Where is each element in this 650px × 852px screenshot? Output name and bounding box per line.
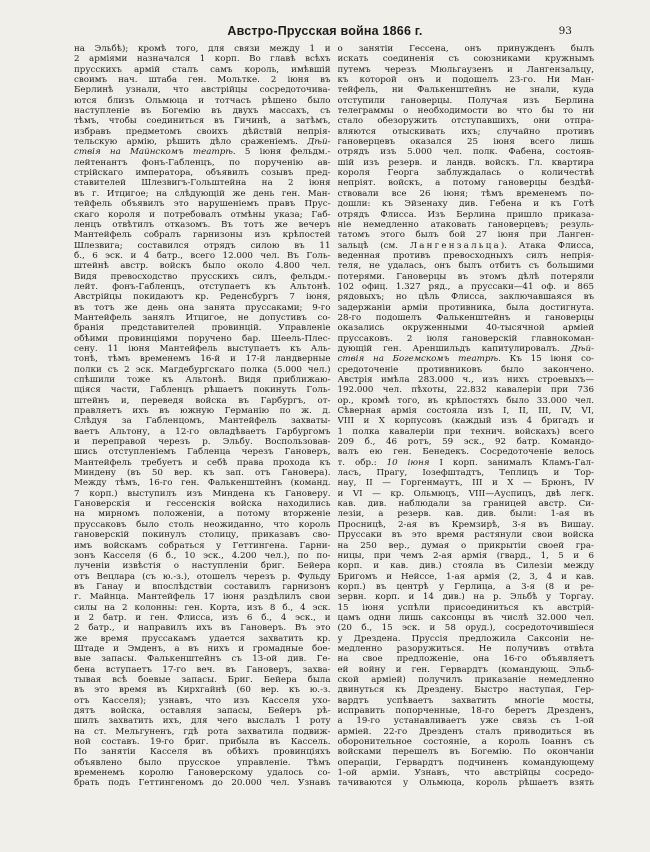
text-line: зальцѣ (см. Лангензальца). Атака Флисса, — [337, 240, 594, 251]
text-line: стало обезоружить отступавшихъ, они отпра- — [337, 116, 594, 127]
text-line: отрядъ Флисса. Изъ Берлина пришло приказа- — [337, 209, 594, 220]
text-line: короля Георга заблуждалась о количествѣ — [337, 168, 594, 179]
text-line: спѣшили тоже къ Альтонѣ. Видя приближаю- — [74, 375, 331, 385]
text-line: потерями. Гановерцы въ этомъ дѣлѣ потеряли — [337, 271, 594, 282]
text-line: войсками перешелъ въ Богемію. По окончаніи — [337, 747, 594, 758]
text-line: Мантейфель занялъ Итцигое, не допустивъ со- — [74, 312, 331, 323]
text-line: Видя превосходство прусскихъ силъ, фельдм.- — [74, 271, 331, 282]
text-line: тачиваются у Ольмюца, король рѣшаетъ взять — [337, 778, 594, 789]
text-line: ной составъ. 19-го бриг. прибыла въ Кассель. — [74, 737, 331, 748]
text-line: вляются отыскивать ихъ; случайно противъ — [337, 126, 594, 137]
text-line: пруссаковъ было столь неожиданно, что король — [74, 519, 331, 530]
text-line: 192.000 чел. пѣхоты, 22.832 кавалеріи при 736 — [337, 385, 594, 396]
text-line: т. обр.: 10 іюня I корп. занималъ Кламъ-Гал- — [337, 457, 594, 468]
text-line: шій изъ резерв. и ландв. войскъ. Гл. квартира — [337, 157, 594, 168]
text-line: и 2 батр. и ген. Флисса, изъ 6 б., 4 эск., и — [74, 612, 331, 623]
text-line: брать подъ Геттингеномъ до 20.000 чел. Узнавъ — [74, 778, 331, 789]
right-column — [338, 44, 595, 789]
text-line: бена вступаетъ 17-го веч. въ Гановеръ, захва- — [74, 664, 331, 675]
text-line: (20 б., 15 эск. и 58 оруд.), сосредоточившіеся — [337, 623, 594, 634]
text-line: отрядъ изъ 5.000 чел. полк. Фабена, состояв- — [337, 147, 594, 158]
text-line: полки съ 2 эск. Магдебургскаго полка (5.000 чел.) — [74, 364, 331, 375]
text-line: дующій ген. Ареншильдъ капитулировалъ. Дѣй- — [337, 343, 594, 354]
text-line: Гановерскія и гессенскія войска находились — [74, 499, 331, 510]
text-line: ей войну и ген. Гервардтъ (командующ. Эльб- — [337, 664, 594, 675]
text-line: на мирномъ положеніи, а потому вторженіе — [74, 509, 331, 520]
text-line: Миндену (въ 50 вер. къ зап. отъ Гановера). — [74, 468, 331, 479]
text-line: ствія на Майнскомъ театрѣ. 5 іюня фельдм.- — [74, 147, 331, 158]
text-line: зонъ Касселя (6 б., 10 эск., 4.200 чел.), по по- — [74, 550, 331, 561]
text-line: Пруссаки въ это время растянули свои войска — [337, 530, 594, 541]
text-line: ствія на Богемскомъ театрѣ. Къ 15 іюня со- — [337, 354, 594, 365]
text-line: медленно разоружиться. Не получивъ отвѣта — [337, 643, 594, 654]
text-line: Просницѣ, 2-ая въ Кремзирѣ, 3-я въ Вишау. — [337, 519, 594, 530]
text-line: Штаде и Эмденъ, а въ нихъ и громадные бое- — [74, 643, 331, 654]
text-line: пруссаковъ. 2 іюля гановерскій главнокоман- — [337, 333, 594, 344]
text-line: тывая всѣ боевые запасы. Бриг. Бейера была — [74, 674, 331, 685]
text-line: дятъ войска, оставляя запасы, Бейеръ рѣ- — [74, 706, 331, 716]
text-body — [74, 44, 594, 789]
running-head — [0, 24, 650, 40]
page-number: 93 — [558, 25, 572, 37]
text-line: б., 6 эск. и 4 батр., всего 12.000 чел. Въ Голь- — [74, 250, 331, 261]
text-line: вые запасы. Фалькенштейнъ съ 13-ой див. Ге- — [74, 654, 331, 665]
text-line: оказались окруженными 40-тысячной арміей — [337, 323, 594, 334]
text-line: лейт. фонъ-Габленцъ, отступаетъ къ Альтонѣ. — [74, 281, 331, 292]
text-line: арміей. 22-го Дрезденъ сталъ приводиться въ — [337, 726, 594, 737]
text-line: По занятіи Касселя въ обѣихъ провинціяхъ — [74, 747, 331, 758]
text-line: Между тѣмъ, 16-го ген. Фалькенштейнъ (команд. — [74, 478, 331, 489]
text-line: ствовали все 26 іюня; тѣмъ временемъ по- — [337, 188, 594, 199]
text-line: ленцъ отвѣтилъ отказомъ. Въ тотъ же вечеръ — [74, 219, 331, 230]
text-line: 2 арміями назначался 1 корп. Во главѣ всѣхъ — [74, 54, 331, 65]
text-line: въ Ганау и впослѣдствіи составилъ гарнизонъ — [74, 581, 331, 592]
text-line: валъ ею ген. Бенедекъ. Сосредоточеніе велось — [337, 447, 594, 458]
text-line: Мантейфель требуетъ и себѣ права прохода къ — [74, 457, 331, 468]
text-line: на свое предложеніе, она 16-го объявляетъ — [337, 654, 594, 665]
text-line: ор., кромѣ того, въ крѣпостяхъ было 33.000 чел. — [337, 395, 594, 406]
text-line: имъ войскамъ собраться у Геттингена. Гарни- — [74, 540, 331, 551]
text-line: двинуться къ Дрездену. Быстро наступая, Гер- — [337, 685, 594, 696]
text-line: силы на 2 колонны: ген. Корта, изъ 8 б., 4 эск. — [74, 602, 331, 613]
text-line: VIII и X корпусовъ (каждый изъ 4 бригадъ и — [337, 416, 594, 427]
text-line: исправить попорченные, 18-го беретъ Дрезденъ, — [337, 706, 594, 716]
text-line: рядовыхъ; но цѣль Флисса, заключавшаяся въ — [337, 292, 594, 303]
text-line: ваетъ Альтону, а 12-го овладѣваетъ Гарбургомъ — [74, 426, 331, 437]
text-line: на ст. Мельгуненъ, гдѣ рота захватила подвиж- — [74, 726, 331, 737]
text-line: шилъ захватить ихъ, для чего выслалъ 1 роту — [74, 716, 331, 727]
text-line: своимъ нач. штаба ген. Мольтке. 2 іюня въ — [74, 75, 331, 86]
text-line: цамъ одни лишь саксонцы въ числѣ 32.000 чел. — [337, 612, 594, 623]
text-line: правляетъ ихъ въ южную Германію по ж. д. — [74, 406, 331, 417]
text-line: о занятіи Гессена, онъ принужденъ былъ — [337, 44, 594, 54]
text-line: въ тотъ же день она занята пруссаками; 9-го — [74, 302, 331, 313]
text-line: въ г. Итцигое; на слѣдующій же день ген. Ман- — [74, 188, 331, 199]
text-line: наступленіе въ Богемію въ двухъ массахъ, съ — [74, 106, 331, 117]
text-line: Мантейфель собралъ гарнизоны изъ крѣпостей — [74, 230, 331, 241]
text-line: вардтъ успѣваетъ захватить многіе мосты, — [337, 695, 594, 706]
text-line: ніе немедленно атаковать гановерцевъ; резуль- — [337, 219, 594, 230]
text-line: отъ Вецлара (съ ю.-з.), отошелъ черезъ р. Фульду — [74, 571, 331, 582]
text-line: стрійскаго императора, объявилъ созывъ пред- — [74, 168, 331, 179]
text-line: гановерскій покинулъ столицу, приказавъ сво- — [74, 530, 331, 541]
text-line: и переправой черезъ р. Эльбу. Воспользовав- — [74, 437, 331, 448]
text-line: объявлено было прусское управленіе. Тѣмъ — [74, 757, 331, 768]
text-line: Сѣверная армія состояла изъ I, II, III, IV, VI, — [337, 406, 594, 417]
text-line: Австрія имѣла 283.000 ч., изъ нихъ строевыхъ— — [337, 375, 594, 385]
text-line: 15 іюня успѣли присоединиться къ австрій- — [337, 602, 594, 613]
text-line: искать соединенія съ союзниками кружнымъ — [337, 54, 594, 65]
text-line: 7 корп.) выступилъ изъ Миндена къ Гановеру. — [74, 488, 331, 499]
text-line: ласъ, Прагу, Іозефштадтъ, Теплицъ и Тор- — [337, 468, 594, 479]
text-line: 209 б., 46 ротъ, 59 эск., 92 батр. Командо- — [337, 437, 594, 448]
text-line: Шлезвига; составился отрядъ силою въ 11 — [74, 240, 331, 251]
text-line: непріят. войскъ, а потому гановерцы бездѣй- — [337, 178, 594, 189]
left-column — [74, 44, 331, 789]
text-line: на Эльбѣ); кромѣ того, для связи между 1 и — [74, 44, 331, 54]
text-line: 28-го подошелъ Фалькенштейнъ и гановерцы — [337, 312, 594, 323]
text-line: на 250 вер., думая о прикрытіи своей гра- — [337, 540, 594, 551]
text-line: кав. див. наблюдали за границей австр. Си- — [337, 499, 594, 510]
text-line: лейтенантъ фонъ-Габленцъ, по порученію ав- — [74, 157, 331, 168]
text-line: теля, не удалась, онъ былъ отбитъ съ большими — [337, 261, 594, 272]
text-line: штейнѣ австр. войскъ было около 4.800 чел. — [74, 261, 331, 272]
text-line: г. Майнца. Мантейфель 17 іюня раздѣлилъ свои — [74, 592, 331, 603]
text-line: а 19-го устанавливаетъ уже связь съ 1-ой — [337, 716, 594, 727]
text-line: прусскихъ армій сталъ самъ король, имѣвшій — [74, 64, 331, 75]
text-line: у Дрездена. Пруссія предложила Саксоніи не- — [337, 633, 594, 644]
page-title: Австро-Прусская война 1866 г. — [227, 24, 423, 38]
text-line: Слѣдуя за Габленцомъ, Мантейфель захваты- — [74, 416, 331, 427]
text-line: 1 полка кавалеріи при технич. войскахъ) всего — [337, 426, 594, 437]
text-line: Бригомъ и Нейссе, 1-ая армія (2, 3, 4 и кав. — [337, 571, 594, 582]
text-line: ской арміей) получилъ приказаніе немедленно — [337, 674, 594, 685]
text-line: шись отступленіемъ Габленца черезъ Гановеръ, — [74, 447, 331, 458]
text-line: нау, II — Горгенмаутъ, III и X — Брюнъ, IV — [337, 478, 594, 489]
text-line: дошли: къ Эйзенаху див. Гебена и къ Готѣ — [337, 199, 594, 210]
text-line: корп.) въ центрѣ у Герлица, а 3-я (8 и ре- — [337, 581, 594, 592]
text-line: въ это время въ Кирхгайнѣ (60 вер. къ ю.-з. — [74, 685, 331, 696]
text-line: веденная противъ превосходныхъ силъ непрія- — [337, 250, 594, 261]
text-line: 1-ой арміи. Узнавъ, что австрійцы сосредо- — [337, 768, 594, 779]
text-line: тонѣ, тѣмъ временемъ 16-й и 17-й ландверные — [74, 354, 331, 365]
text-line: тѣмъ, чтобы соединиться въ Гичинѣ, а затѣмъ, — [74, 116, 331, 127]
text-line: скаго короля и потребовалъ отмѣны указа; Габ- — [74, 209, 331, 220]
text-line: путемъ черезъ Мюльгаузенъ и Лангензальцу, — [337, 64, 594, 75]
text-line: лезіи, а резерв. кав. див. были: 1-ая въ — [337, 509, 594, 520]
text-line: сену. 11 іюня Мантейфель выступаетъ къ Аль- — [74, 343, 331, 354]
text-line: 102 офиц. 1.327 ряд., а пруссаки—41 оф. и 865 — [337, 281, 594, 292]
text-line: къ которой онъ и подошелъ 23-го. Ни Ман- — [337, 75, 594, 86]
text-line: бранія представителей провинцій. Управленіе — [74, 323, 331, 334]
text-line: 2 батр., и направилъ ихъ въ Гановеръ. Въ это — [74, 623, 331, 634]
text-line: обѣими провинціями поручено бар. Шеель-Плес- — [74, 333, 331, 344]
text-line: тельскую армію, рѣшить дѣло сраженіемъ. Дѣй- — [74, 137, 331, 148]
text-line: лученіи извѣстія о наступленіи бриг. Бейера — [74, 561, 331, 572]
text-line: и VI — кр. Ольмюцъ, VIII—Ауспицъ, двѣ легк. — [337, 488, 594, 499]
text-line: оборонительное состояніе, а король Іоаннъ съ — [337, 737, 594, 748]
text-line: ставителей Шлезвигъ-Гольштейна на 2 іюня — [74, 178, 331, 189]
text-line: отъ Касселя); узнавъ, что изъ Касселя ухо- — [74, 695, 331, 706]
text-line: ются близъ Ольмюца и тотчасъ рѣшено было — [74, 95, 331, 106]
text-line: корп. и кав. див.) стояла въ Силезіи между — [337, 561, 594, 572]
text-line: зервн. корп. и 14 див.) на р. Эльбѣ у Торгау. — [337, 592, 594, 603]
text-line: операціи, Гервардтъ подчиненъ командующему — [337, 757, 594, 768]
text-line: Австрійцы покидаютъ кр. Реденсбургъ 7 іюня, — [74, 292, 331, 303]
text-line: средоточеніе противниковъ было закончено. — [337, 364, 594, 375]
text-line: отступили гановерцы. Получая изъ Берлина — [337, 95, 594, 106]
text-line: Берлинѣ узнали, что австрійцы сосредоточива- — [74, 85, 331, 96]
text-line: избравъ предметомъ своихъ дѣйствій непрія- — [74, 126, 331, 137]
text-line: ницы, при чемъ 2-ая армія (гвард., 1, 5 и 6 — [337, 550, 594, 561]
text-line: тейфель, ни Фалькенштейнъ не знали, куда — [337, 85, 594, 96]
text-line: татомъ этого былъ бой 27 іюня при Ланген- — [337, 230, 594, 241]
text-line: штейнъ и, переведя войска въ Гарбургъ, от- — [74, 395, 331, 406]
text-line: гановерцевъ оказался 25 іюня всего лишь — [337, 137, 594, 148]
text-line: задержаніи арміи противника, была достигнута. — [337, 302, 594, 313]
text-line: щіяся части, Габленцъ рѣшаетъ покинуть Голь- — [74, 385, 331, 396]
text-line: телеграммы о необходимости во что бы то ни — [337, 106, 594, 117]
text-line: же время пруссакамъ удается захватить кр. — [74, 633, 331, 644]
text-line: тейфель объявилъ это нарушеніемъ правъ Прус- — [74, 199, 331, 210]
text-line: временемъ королю Гановерскому удалось со- — [74, 768, 331, 779]
